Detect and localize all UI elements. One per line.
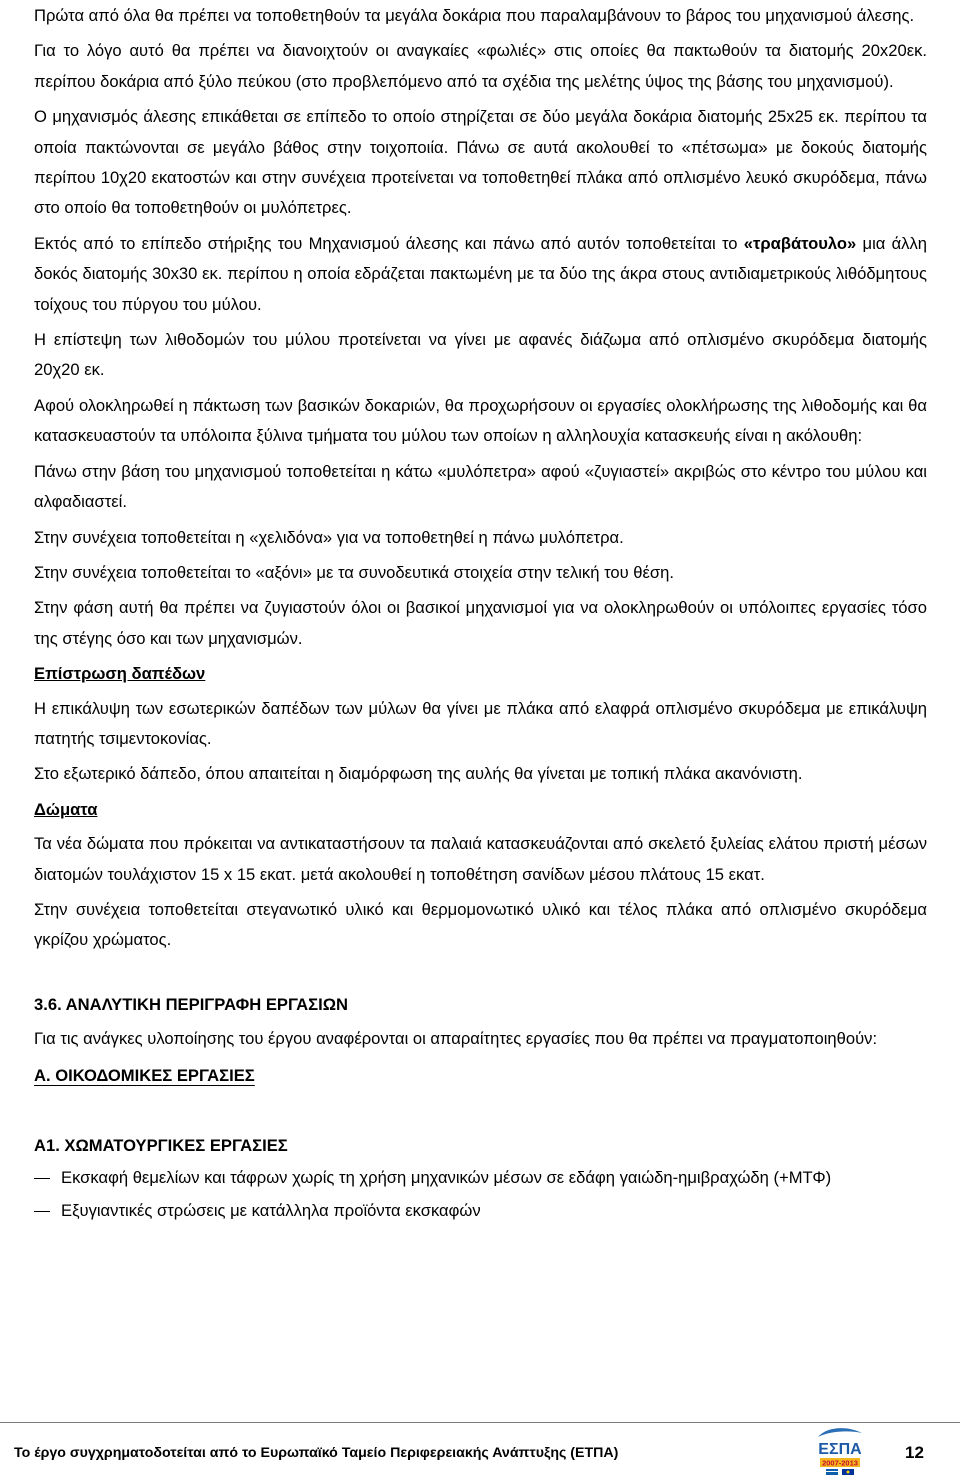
paragraph: Στην φάση αυτή θα πρέπει να ζυγιαστούν όλοι οι βασικοί μηχανισμοί για να ολοκληρωθούν οι υπόλοιπες εργασίες τόσο της στέγης όσο και των μηχανισμών. — [34, 598, 927, 648]
espa-logo-icon — [812, 1425, 868, 1477]
roofs-heading: Δώματα — [34, 799, 98, 819]
paragraph: Τα νέα δώματα που πρόκειται να αντικαταστήσουν τα παλαιά κατασκευάζονται από σκελετό ξυλείας ελάτου πριστή μέσων διατομών τουλάχιστον 15 x 15 εκατ. μετά ακολουθεί η τοποθέτηση σανίδων μέσου πλάτους 15 εκατ. — [34, 834, 927, 884]
list-item — [34, 1196, 927, 1226]
paragraph: Στο εξωτερικό δάπεδο, όπου απαιτείται η διαμόρφωση της αυλής θα γίνεται με τοπική πλάκα ακανόνιστη. — [34, 764, 803, 784]
work-list — [34, 1163, 927, 1226]
logo-title: ΕΣΠΑ — [818, 1441, 862, 1458]
footer-funding-text: Το έργο συγχρηματοδοτείται από το Ευρωπαϊκό Ταμείο Περιφερειακής Ανάπτυξης (ΕΤΠΑ) — [14, 1445, 619, 1461]
subheading-a1: Α1. ΧΩΜΑΤΟΥΡΓΙΚΕΣ ΕΡΓΑΣΙΕΣ — [34, 1136, 288, 1155]
section-intro: Για τις ανάγκες υλοποίησης του έργου αναφέρονται οι απαραίτητες εργασίες που θα πρέπει να πραγματοποιηθούν: — [34, 1029, 878, 1049]
paragraph: Στην συνέχεια τοποθετείται στεγανωτικό υλικό και θερμομονωτικό υλικό και τέλος πλάκα από οπλισμένο σκυρόδεμα γκρίζου χρώματος. — [34, 899, 927, 950]
paragraph: Η επίστεψη των λιθοδομών του μύλου προτείνεται να γίνει με αφανές διάζωμα από οπλισμένο σκυρόδεμα διατομής 20χ20 εκ. — [34, 330, 927, 380]
paragraph: Πάνω στην βάση του μηχανισμού τοποθετείται η κάτω «μυλόπετρα» αφού «ζυγιαστεί» ακριβώς στο κέντρο του μύλου και αλφαδιαστεί. — [34, 461, 927, 512]
text-run: Εκτός από το επίπεδο στήριξης του Μηχανισμού άλεσης και πάνω από αυτόν τοποθετείται το — [34, 233, 744, 253]
paragraph: Πρώτα από όλα θα πρέπει να τοποθετηθούν τα μεγάλα δοκάρια που παραλαμβάνουν το βάρος του μηχανισμού άλεσης. — [34, 6, 915, 25]
list-item-text: Εκσκαφή θεμελίων και τάφρων χωρίς τη χρήση μηχανικών μέσων σε εδάφη γαιώδη-ημιβραχώδη (+ΜΤΦ) — [61, 1168, 832, 1188]
page-footer — [0, 1422, 960, 1481]
paragraph-travatoulo — [34, 229, 927, 320]
paragraph: Για το λόγο αυτό θα πρέπει να διανοιχτούν οι αναγκαίες «φωλιές» στις οποίες θα πακτωθούν τα διατομής 20x20εκ. περίπου δοκάρια από ξύλο πεύκου (στο προβλεπόμενο από τα σχέδια της μελέτης ύψος της βάσης του μηχανισμού). — [34, 41, 927, 91]
text-run: μια άλλη δοκός διατομής 30x30 εκ. περίπου η οποία εδράζεται πακτωμένη με τα δύο της άκρα στους αντιδιαμετρικούς λιθόδμητους τοίχους του πύργου του μύλου. — [34, 233, 927, 314]
logo-years: 2007-2013 — [822, 1458, 858, 1468]
paragraph: Ο μηχανισμός άλεσης επικάθεται σε επίπεδο το οποίο στηρίζεται σε δύο μεγάλα δοκάρια διατομής 25x25 εκ. περίπου τα οποία πακτώνονται σε μεγάλο βάθος στην τοιχοποιία. Πάνω σε αυτά ακολουθεί το «πέτσωμα» με δοκούς διατομής περίπου 10χ20 εκατοστών και στην συνέχεια προτείνεται να τοποθετηθεί πλάκα από οπλισμένο λευκό σκυρόδεμα, πάνω στο οποίο θα τοποθετηθούν οι μυλόπετρες. — [34, 107, 927, 218]
subheading-a: Α. ΟΙΚΟΔΟΜΙΚΕΣ ΕΡΓΑΣΙΕΣ — [34, 1065, 255, 1085]
bold-term: «τραβάτουλο» — [743, 233, 857, 253]
section-title: 3.6. ΑΝΑΛΥΤΙΚΗ ΠΕΡΙΓΡΑΦΗ ΕΡΓΑΣΙΩΝ — [34, 994, 349, 1014]
paragraph: Αφού ολοκληρωθεί η πάκτωση των βασικών δοκαριών, θα προχωρήσουν οι εργασίες ολοκλήρωσης της λιθοδομής και θα κατασκευαστούν τα υπόλοιπα ξύλινα τμήματα του μύλου των οποίων η αλληλουχία κατασκευής είναι η ακόλουθη: — [34, 395, 927, 446]
list-item-text: Εξυγιαντικές στρώσεις με κατάλληλα προϊόντα εκσκαφών — [61, 1200, 481, 1220]
list-item — [34, 1163, 927, 1193]
floors-heading: Επίστρωση δαπέδων — [34, 664, 206, 684]
paragraph: Στην συνέχεια τοποθετείται το «αξόνι» με τα συνοδευτικά στοιχεία στην τελική του θέση. — [34, 562, 675, 582]
page-number: 12 — [905, 1443, 924, 1462]
document-page — [34, 0, 927, 1228]
paragraph: Στην συνέχεια τοποθετείται η «χελιδόνα» για να τοποθετηθεί η πάνω μυλόπετρα. — [34, 527, 624, 547]
paragraph: Η επικάλυψη των εσωτερικών δαπέδων των μύλων θα γίνει με πλάκα από ελαφρά οπλισμένο σκυρόδεμα με επικάλυψη πατητής τσιμεντοκονίας. — [34, 698, 927, 748]
